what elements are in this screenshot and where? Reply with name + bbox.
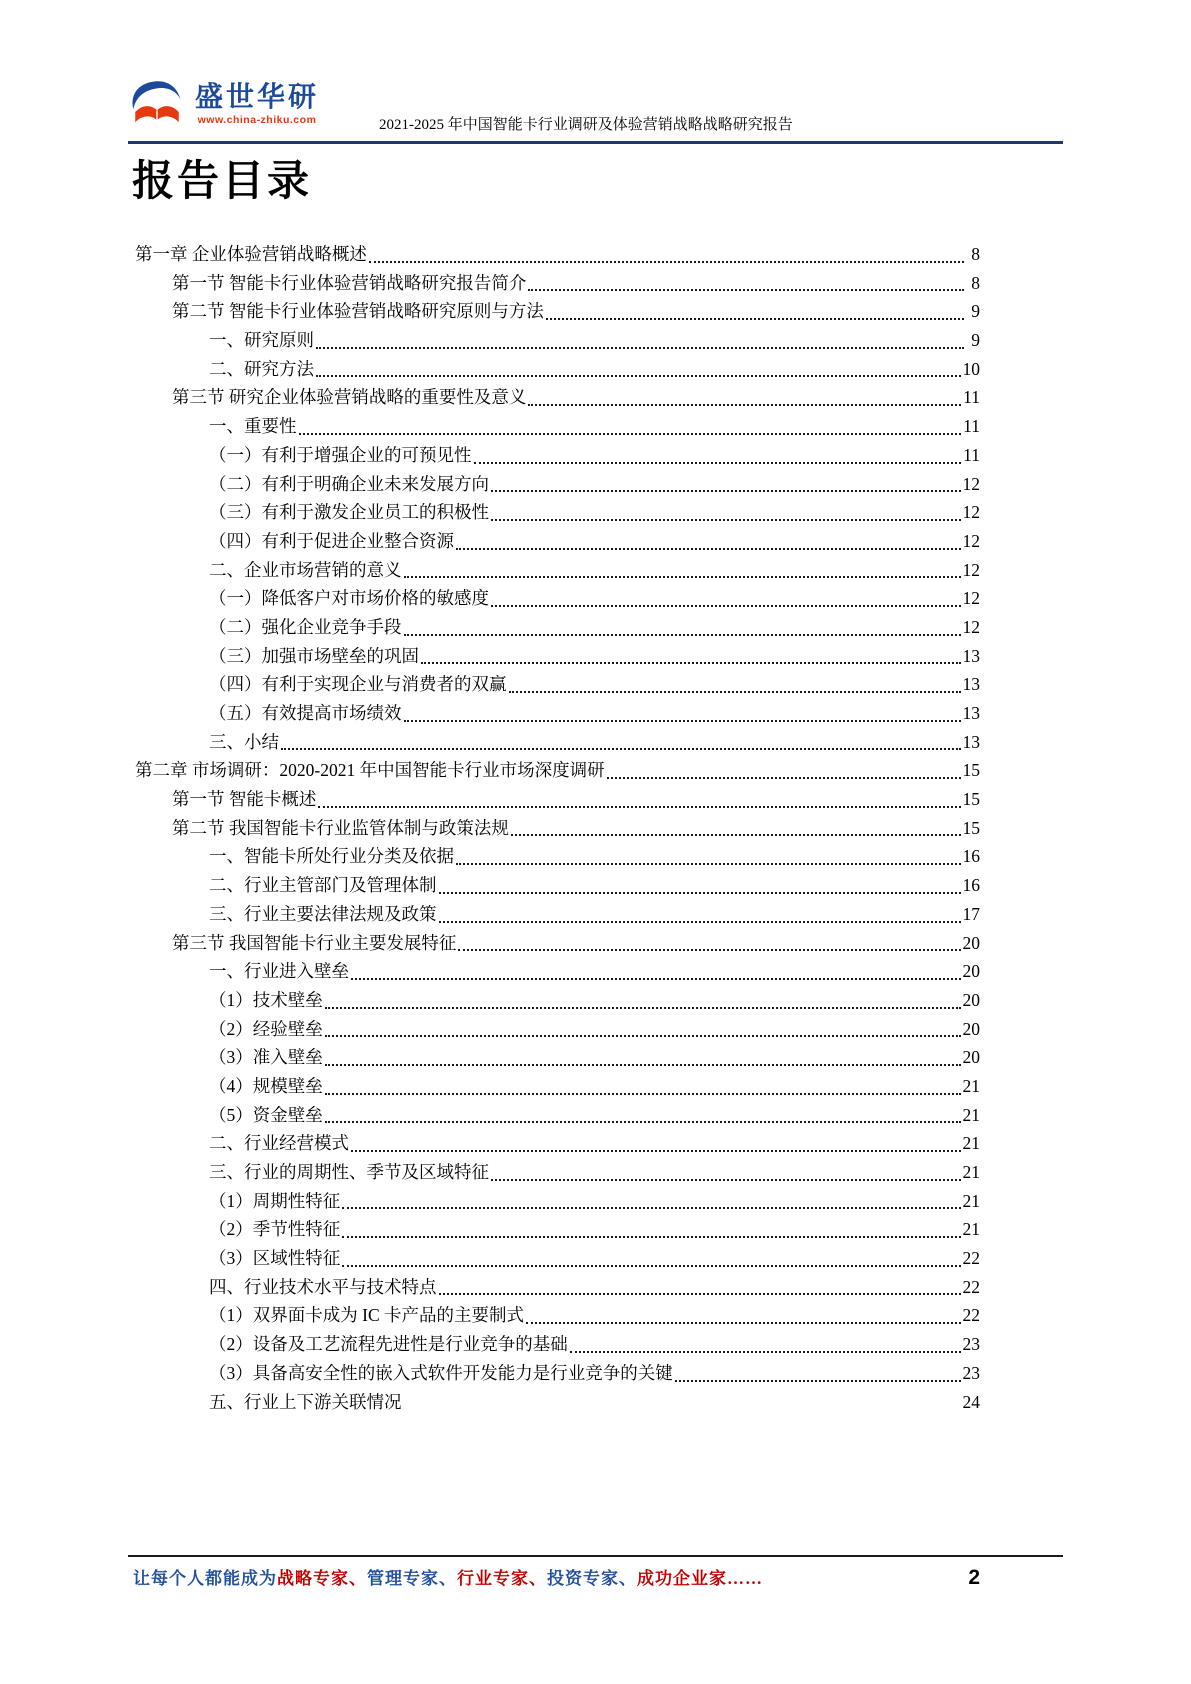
toc-dot-leader	[456, 521, 961, 550]
toc-entry-page: 16	[962, 846, 980, 867]
toc-entry-page: 10	[962, 358, 980, 379]
toc-entry-page: 21	[962, 1162, 980, 1182]
toc-entry-text: （3）区域性特征	[209, 1248, 341, 1269]
brand-name: 盛世华研	[195, 80, 320, 112]
toc-dot-leader	[404, 693, 961, 722]
toc-dot-leader	[456, 836, 961, 865]
toc-dot-leader	[511, 808, 961, 837]
toc-dot-leader	[342, 1209, 960, 1238]
toc-entry-text: （2）设备及工艺流程先进性是行业竞争的基础	[209, 1334, 568, 1355]
toc-dot-leader	[439, 894, 961, 923]
toc-entry-text: 三、行业主要法律法规及政策	[209, 903, 437, 924]
toc-dot-leader	[526, 1295, 961, 1324]
toc-dot-leader	[351, 1123, 961, 1152]
toc-entry-text: 二、行业经营模式	[209, 1133, 349, 1154]
page-number: 2	[968, 1566, 980, 1589]
toc-entry-text: 五、行业上下游关联情况	[209, 1391, 402, 1412]
toc-entry-page: 20	[962, 1018, 980, 1039]
toc-dot-leader	[325, 980, 961, 1009]
brand-logo-icon	[128, 78, 186, 130]
toc-dot-leader	[316, 320, 964, 349]
toc-entry-text: 二、行业主管部门及管理体制	[209, 875, 437, 896]
toc-entry-page: 12	[962, 502, 980, 523]
toc-entry-text: （三）有利于激发企业员工的积极性	[209, 502, 489, 523]
toc-entry-text: 四、行业技术水平与技术特点	[209, 1276, 437, 1297]
toc-entry-page: 11	[963, 387, 980, 408]
toc-dot-leader	[528, 377, 961, 406]
toc-dot-leader	[546, 291, 964, 320]
toc-dot-leader	[325, 1095, 961, 1124]
toc-entry-page: 21	[962, 1219, 980, 1240]
toc-entry-text: 第一节 智能卡概述	[172, 789, 317, 810]
toc-entry-text: （二）有利于明确企业未来发展方向	[209, 473, 489, 494]
toc-dot-leader	[325, 1037, 961, 1066]
toc-entry-page: 23	[962, 1362, 980, 1383]
toc-dot-leader	[299, 406, 962, 435]
toc-entry-page: 21	[962, 1075, 980, 1096]
toc-entry-page: 11	[963, 416, 980, 437]
toc-dot-leader	[325, 1009, 961, 1038]
toc-entry-page: 12	[962, 616, 980, 637]
toc-entry-page: 22	[962, 1248, 980, 1269]
toc-entry-text: （5）资金壁垒	[209, 1104, 323, 1125]
brand-logo-text	[195, 82, 319, 127]
toc-entry-page: 21	[962, 1190, 980, 1211]
toc-entry-page: 13	[962, 703, 980, 723]
footer-slogan-segment: 行业专家、	[457, 1569, 547, 1588]
toc-entry-page: 8	[971, 272, 980, 293]
toc-entry-page: 12	[962, 588, 980, 609]
toc-entry-text: 一、行业进入壁垒	[209, 961, 349, 982]
toc-dot-leader	[325, 1066, 961, 1095]
header-divider	[128, 141, 1063, 144]
toc-entry-text: （三）加强市场壁垒的巩固	[209, 645, 419, 666]
toc-entry-text: 第二节 智能卡行业体验营销战略研究原则与方法	[172, 301, 544, 322]
toc-entry-text: （一）降低客户对市场价格的敏感度	[209, 588, 489, 609]
toc-dot-leader	[404, 607, 961, 636]
toc-entry-text: 二、企业市场营销的意义	[209, 559, 402, 580]
brand-website: www.china-zhiku.com	[197, 114, 317, 127]
footer-slogan-segment: 成功企业家……	[637, 1569, 763, 1588]
toc-entry-page: 8	[971, 244, 980, 264]
footer-divider	[128, 1555, 1063, 1557]
footer-slogan-segment: 战略专家、	[277, 1569, 367, 1588]
toc-entry-text: （四）有利于实现企业与消费者的双赢	[209, 674, 507, 695]
toc-entry-page: 15	[962, 789, 980, 810]
toc-dot-leader	[607, 750, 961, 779]
toc-dot-leader	[342, 1181, 960, 1210]
toc-dot-leader	[281, 722, 961, 751]
toc-entry-text: 一、智能卡所处行业分类及依据	[209, 846, 454, 867]
toc-dot-leader	[675, 1353, 961, 1382]
toc-entry-page: 21	[962, 1104, 980, 1125]
footer-slogan-segment: 管理专家、	[367, 1569, 457, 1588]
toc-dot-leader	[474, 435, 962, 464]
toc-entry-text: （1）周期性特征	[209, 1190, 341, 1211]
toc-dot-leader	[404, 550, 961, 579]
toc-entry-page: 20	[962, 1047, 980, 1068]
toc-entry-text: （五）有效提高市场绩效	[209, 703, 402, 723]
toc-entry-text: （2）经验壁垒	[209, 1018, 323, 1039]
document-title: 2021-2025 年中国智能卡行业调研及体验营销战略战略研究报告	[379, 117, 793, 133]
toc-entry-page: 20	[962, 989, 980, 1010]
toc-entry-text: （四）有利于促进企业整合资源	[209, 530, 454, 551]
toc-dot-leader	[509, 664, 961, 693]
toc-dot-leader	[491, 1152, 961, 1181]
toc-entry-page: 16	[962, 875, 980, 896]
toc-dot-leader	[316, 349, 961, 378]
toc-entry-text: 三、行业的周期性、季节及区域特征	[209, 1162, 489, 1182]
footer-slogan-segment: 投资专家、	[547, 1569, 637, 1588]
toc-entry-page: 9	[971, 330, 980, 351]
toc-dot-leader	[318, 779, 960, 808]
toc-entry-page: 13	[962, 731, 980, 752]
toc-entry-text: 三、小结	[209, 731, 279, 752]
toc-entry-text: 第二章 市场调研：2020-2021 年中国智能卡行业市场深度调研	[135, 760, 605, 781]
toc-entry	[135, 1388, 980, 1417]
toc-entry-text: 第一章 企业体验营销战略概述	[135, 244, 367, 264]
toc-entry-text: （1）技术壁垒	[209, 989, 323, 1010]
toc-entry-page: 12	[962, 559, 980, 580]
toc-entry-text: （4）规模壁垒	[209, 1075, 323, 1096]
toc-dot-leader	[528, 263, 964, 292]
toc-entry-page: 15	[962, 817, 980, 838]
toc-entry-text: 一、研究原则	[209, 330, 314, 351]
toc-dot-leader	[404, 1382, 961, 1411]
toc-dot-leader	[369, 234, 964, 263]
toc-dot-leader	[439, 1267, 961, 1296]
toc-entry-text: 第三节 我国智能卡行业主要发展特征	[172, 932, 457, 953]
toc-entry-text: （2）季节性特征	[209, 1219, 341, 1240]
brand-logo	[128, 78, 319, 130]
toc-entry-page: 15	[962, 760, 980, 781]
toc-entry-page: 12	[962, 530, 980, 551]
toc-entry-page: 21	[962, 1133, 980, 1154]
page-footer	[133, 1564, 980, 1594]
toc-dot-leader	[491, 464, 961, 493]
toc-entry-text: （1）双界面卡成为 IC 卡产品的主要制式	[209, 1305, 524, 1326]
toc-dot-leader	[491, 578, 961, 607]
toc-entry-text: 第二节 我国智能卡行业监管体制与政策法规	[172, 817, 509, 838]
toc-entry-text: 第一节 智能卡行业体验营销战略研究报告简介	[172, 272, 527, 293]
toc-dot-leader	[342, 1238, 960, 1267]
toc-entry-page: 17	[962, 903, 980, 924]
toc-dot-leader	[351, 951, 961, 980]
toc-title: 报告目录	[132, 157, 313, 204]
toc-entry-page: 11	[963, 444, 980, 465]
toc-entry-text: （一）有利于增强企业的可预见性	[209, 444, 472, 465]
toc-entry-page: 23	[962, 1334, 980, 1355]
toc-entry-page: 22	[962, 1276, 980, 1297]
toc-entry-text: 二、研究方法	[209, 358, 314, 379]
toc-entry-text: 第三节 研究企业体验营销战略的重要性及意义	[172, 387, 527, 408]
toc-entry-page: 13	[962, 674, 980, 695]
toc-entry-text: （3）准入壁垒	[209, 1047, 323, 1068]
toc-entry-page: 13	[962, 645, 980, 666]
toc-entry-page: 20	[962, 961, 980, 982]
toc-entry-text: （二）强化企业竞争手段	[209, 616, 402, 637]
toc-list	[135, 240, 980, 1416]
toc-entry-page: 9	[971, 301, 980, 322]
footer-slogan-segment: 让每个人都能成为	[133, 1569, 277, 1588]
toc-dot-leader	[491, 492, 961, 521]
toc-dot-leader	[421, 636, 961, 665]
toc-entry-page: 24	[962, 1391, 980, 1412]
toc-entry-page: 12	[962, 473, 980, 494]
toc-entry-text: （3）具备高安全性的嵌入式软件开发能力是行业竞争的关键	[209, 1362, 673, 1383]
toc-dot-leader	[458, 923, 960, 952]
toc-entry-text: 一、重要性	[209, 416, 297, 437]
toc-entry-page: 20	[962, 932, 980, 953]
footer-slogan	[133, 1564, 763, 1594]
toc-dot-leader	[570, 1324, 961, 1353]
toc-dot-leader	[439, 865, 961, 894]
toc-entry-page: 22	[962, 1305, 980, 1326]
